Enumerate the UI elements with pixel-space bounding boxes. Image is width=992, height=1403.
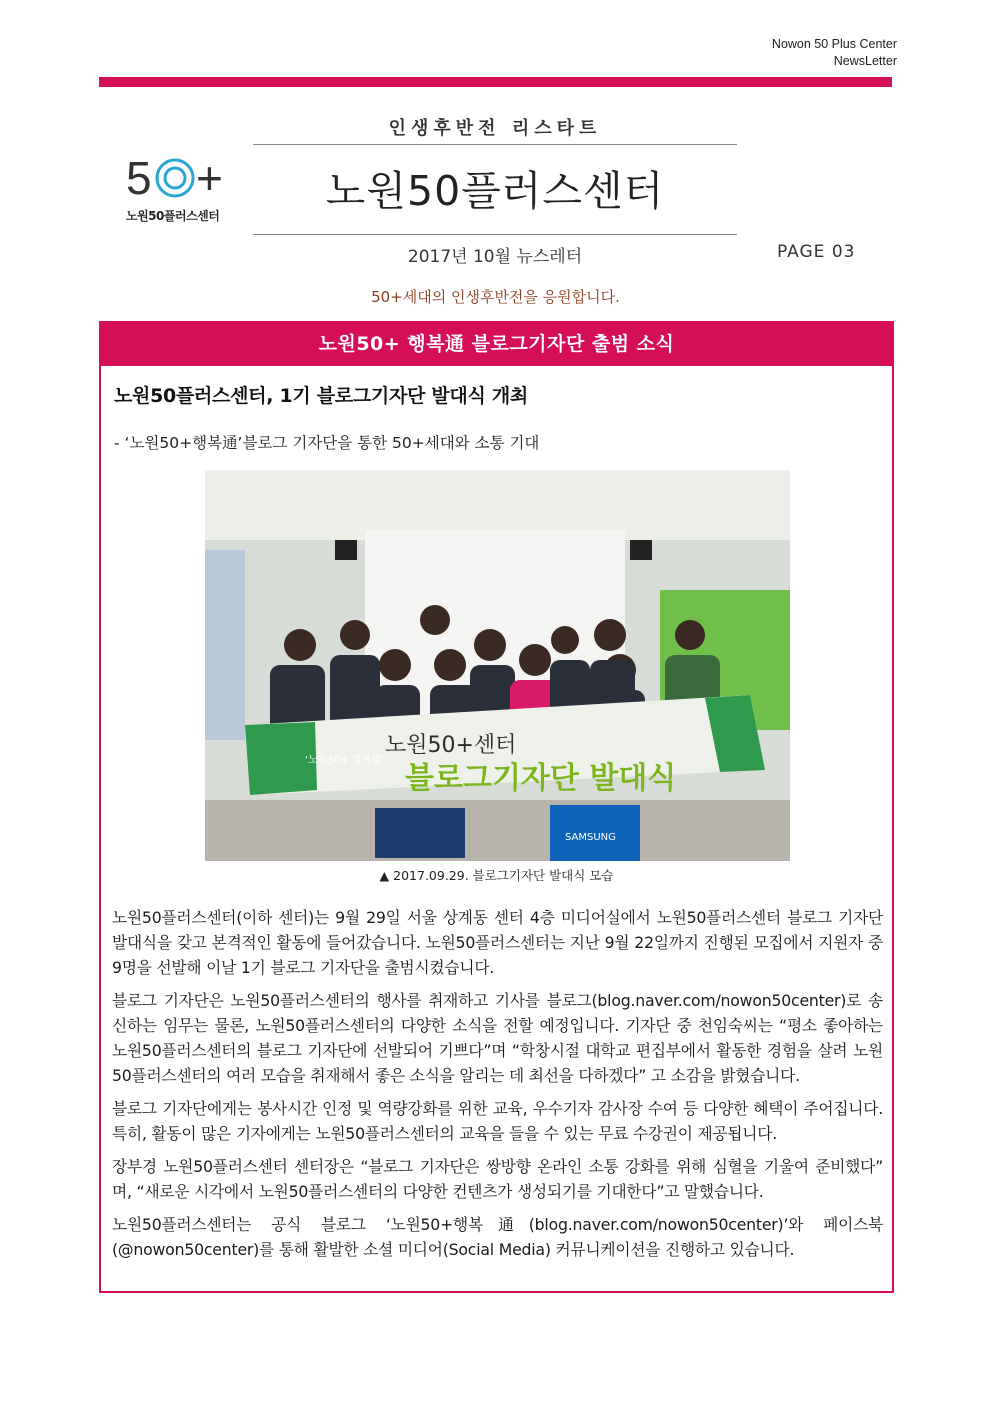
paragraph-2: 블로그 기자단은 노원50플러스센터의 행사를 취재하고 기사를 블로그(blog.naver.com/nowon50center)로 송신하는 임무는 물론, 노원50플러스센터의 다양한 소식을 전할 예정입니다. 기자단 중 천임숙씨는 “평소 좋아하는 노원50플러스센터의 블로그 기자단에 선발되어 기쁘다”며 “학창시절 대학교 편집부에서 활동한 경험을 살려 노원50플러스센터의 여러 모습을 취재해서 좋은 소식을 알리는 데 최선을 다하겠다” 고 소감을 밝혔습니다. bbox=[112, 991, 883, 1085]
article-lead: - ‘노원50+행복通’블로그 기자단을 통한 50+세대와 소통 기대 bbox=[114, 434, 540, 452]
title-rule-top bbox=[253, 144, 737, 145]
svg-text:5: 5 bbox=[126, 152, 152, 204]
paragraph-5: 노원50플러스센터는 공식 블로그 ‘노원50+행복通(blog.naver.com/nowon50center)’와 페이스북(@nowon50center)를 통해 활발한 소셜 미디어(Social Media) 커뮤니케이션을 진행하고 있습니다. bbox=[112, 1215, 883, 1259]
article-body bbox=[112, 905, 883, 1270]
laptop-brand: SAMSUNG bbox=[565, 832, 616, 843]
paragraph-3: 블로그 기자단에게는 봉사시간 인정 및 역량강화를 위한 교육, 우수기자 감사장 수여 등 다양한 혜택이 주어집니다. 특히, 활동이 많은 기자에게는 노원50플러스센터의 교육을 들을 수 있는 무료 수강권이 제공됩니다. bbox=[112, 1099, 883, 1143]
svg-text:+: + bbox=[196, 152, 223, 204]
issue-label: 2017년 10월 뉴스레터 bbox=[407, 247, 583, 267]
newsletter-corner-label bbox=[772, 36, 897, 70]
article-box bbox=[99, 321, 894, 1293]
section-title: 노원50+ 행복通 블로그기자단 출범 소식 bbox=[101, 323, 892, 366]
paragraph-4: 장부경 노원50플러스센터 센터장은 “블로그 기자단은 쌍방향 온라인 소통 강화를 위해 심혈을 기울여 준비했다” 며, “새로운 시각에서 노원50플러스센터의 다양한 컨텐츠가 생성되기를 기대한다”고 말했습니다. bbox=[112, 1157, 883, 1201]
corner-line-2: NewsLetter bbox=[833, 54, 897, 68]
banner-text-1: 노원50+센터 bbox=[385, 733, 517, 758]
slogan: 50+세대의 인생후반전을 응원합니다. bbox=[371, 288, 620, 306]
corner-line-1: Nowon 50 Plus Center bbox=[771, 37, 897, 51]
page-title: 노원50플러스센터 bbox=[325, 167, 665, 215]
logo-caption: 노원50플러스센터 bbox=[126, 209, 220, 223]
page-subtitle: 인생후반전 리스타트 bbox=[388, 118, 602, 139]
top-accent-bar bbox=[99, 77, 892, 87]
article-headline: 노원50플러스센터, 1기 블로그기자단 발대식 개최 bbox=[114, 385, 528, 407]
banner-text-2: 블로그기자단 발대식 bbox=[405, 761, 677, 796]
page-number: PAGE 03 bbox=[777, 242, 856, 262]
paragraph-1: 노원50플러스센터(이하 센터)는 9월 29일 서울 상계동 센터 4층 미디어실에서 노원50플러스센터 블로그 기자단 발대식을 갖고 본격적인 활동에 들어갔습니다. 노원50플러스센터는 지난 9월 22일까지 진행된 모집에서 지원자 중 9명을 선발해 이날 1기 블로그 기자단을 출범시켰습니다. bbox=[112, 908, 883, 977]
banner-tag: ‘노원50+ 행복通’ bbox=[305, 755, 385, 766]
group-photo bbox=[205, 470, 790, 861]
title-rule-bottom bbox=[253, 234, 737, 235]
photo-caption: ▲ 2017.09.29. 블로그기자단 발대식 모습 bbox=[379, 868, 614, 883]
